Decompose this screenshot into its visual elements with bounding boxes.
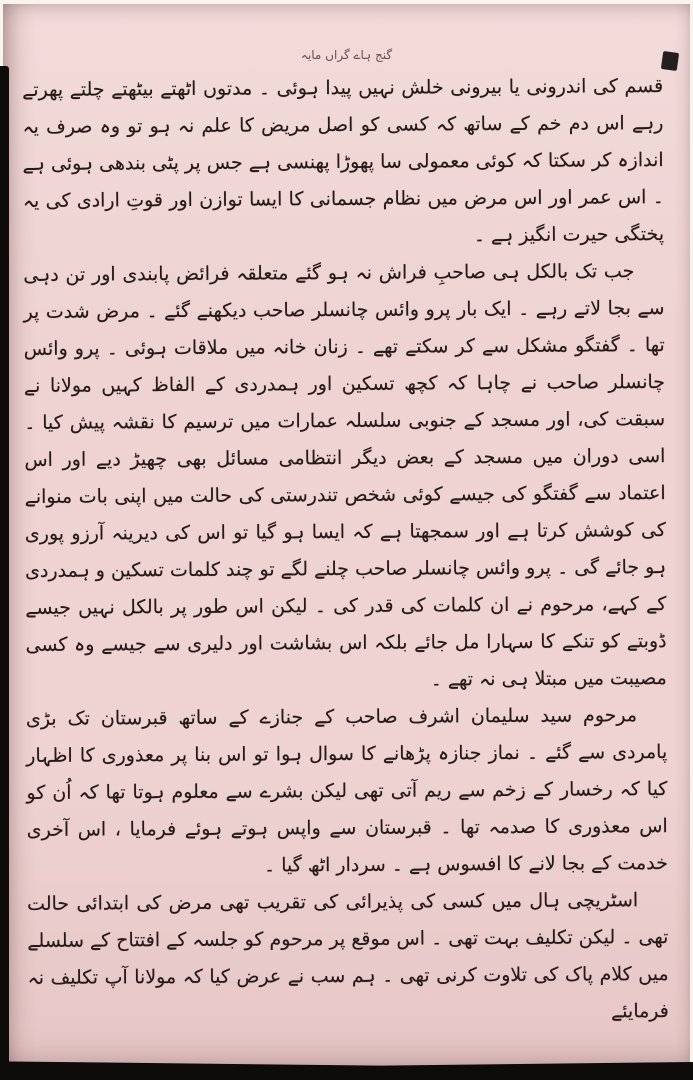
paragraph: اسٹریچی ہال میں کسی کی پذیرائی کی تقریب تھی مرض کی ابتدائی حالت تھی ۔ لیکن تکلیف بہت تھی ۔ اس موقع پر مرحوم کو جلسہ کے افتتاح کے سلسلے میں کلام پاک کی تلاوت کرنی تھی ۔ ہم سب نے عرض کیا کہ مولانا آپ تکلیف نہ فرمایئے — [27, 889, 669, 1023]
text-block — [22, 68, 669, 1034]
running-header: گنج ہاے گراں مایہ — [300, 48, 393, 62]
scan-edge-left — [0, 66, 9, 1080]
paper-page — [3, 4, 690, 1078]
paragraph: جب تک بالکل ہی صاحبِ فراش نہ ہو گئے متعلقہ فرائض پابندی اور تن دہی سے بجا لاتے رہے ۔ ایک بار پرو وائس چانسلر صاحب دیکھنے گئے ۔ مرض شدت پر تھا ۔ گفتگو مشکل سے کر سکتے تھے ۔ زنان خانہ میں ملاقات ہوئی ۔ پرو وائس چانسلر صاحب نے چاہا کہ کچھ تسکین اور ہمدردی کے الفاظ کہیں مولانا نے سبقت کی، اور مسجد کے جنوبی سلسلہ عمارات میں ترسیم کا نقشہ پیش کیا ۔ اسی دوران میں مسجد کے بعض دیگر انتظامی مسائل بھی چھیڑ دیے اور اس اعتماد سے گفتگو کی جیسے کوئی شخص تندرستی کی حالت میں اپنی بات منوانے کی کوشش کرتا ہے اور سمجھتا ہے کہ ایسا ہو گیا تو اس کی دیرینہ آرزو پوری ہو جائے گی ۔ پرو وائس چانسلر صاحب چلنے لگے تو چند کلمات تسکین و ہمدردی کے کہے، مرحوم نے ان کلمات کی قدر کی ۔ لیکن اس طور پر بالکل نہیں جیسے ڈوبتے کو تنکے کا سہارا مل جائے بلکہ اس بشاشت اور دلیری سے جیسے وہ کسی مصیبت میں مبتلا ہی نہ تھے ۔ — [23, 260, 667, 691]
paragraph: قسم کی اندرونی یا بیرونی خلش نہیں پیدا ہوئی ۔ مدتوں اٹھتے بیٹھتے چلتے پھرتے رہے اس دم خم کے ساتھ کہ کسی کو اصل مریض کا علم نہ ہو تو وہ صرف یہ اندازہ کر سکتا کہ کوئی معمولی سا پھوڑا پھنسی ہے جس پر پٹی بندھی ہوئی ہے ۔ اس عمر اور اس مرض میں نظام جسمانی کا ایسا توازن اور قوتِ ارادی کی یہ پختگی حیرت انگیز ہے ۔ — [22, 75, 665, 247]
paragraph: مرحوم سید سلیمان اشرف صاحب کے جنازے کے ساتھ قبرستان تک بڑی پامردی سے گئے ۔ نماز جنازہ پڑھانے کا سوال ہوا تو اس بنا پر معذوری کا اظہار کیا کہ رخسار کے زخم سے ریم آتی تھی لیکن بشرے سے معلوم ہوتا تھا کہ اُن کو اس معذوری کا صدمہ تھا ۔ قبرستان سے واپس ہوتے ہوئے فرمایا ، اس آخری خدمت کے بجا لانے کا افسوس ہے ۔ سردار اٹھ گیا ۔ — [25, 704, 668, 877]
scan-artifact-top-right — [661, 51, 679, 71]
